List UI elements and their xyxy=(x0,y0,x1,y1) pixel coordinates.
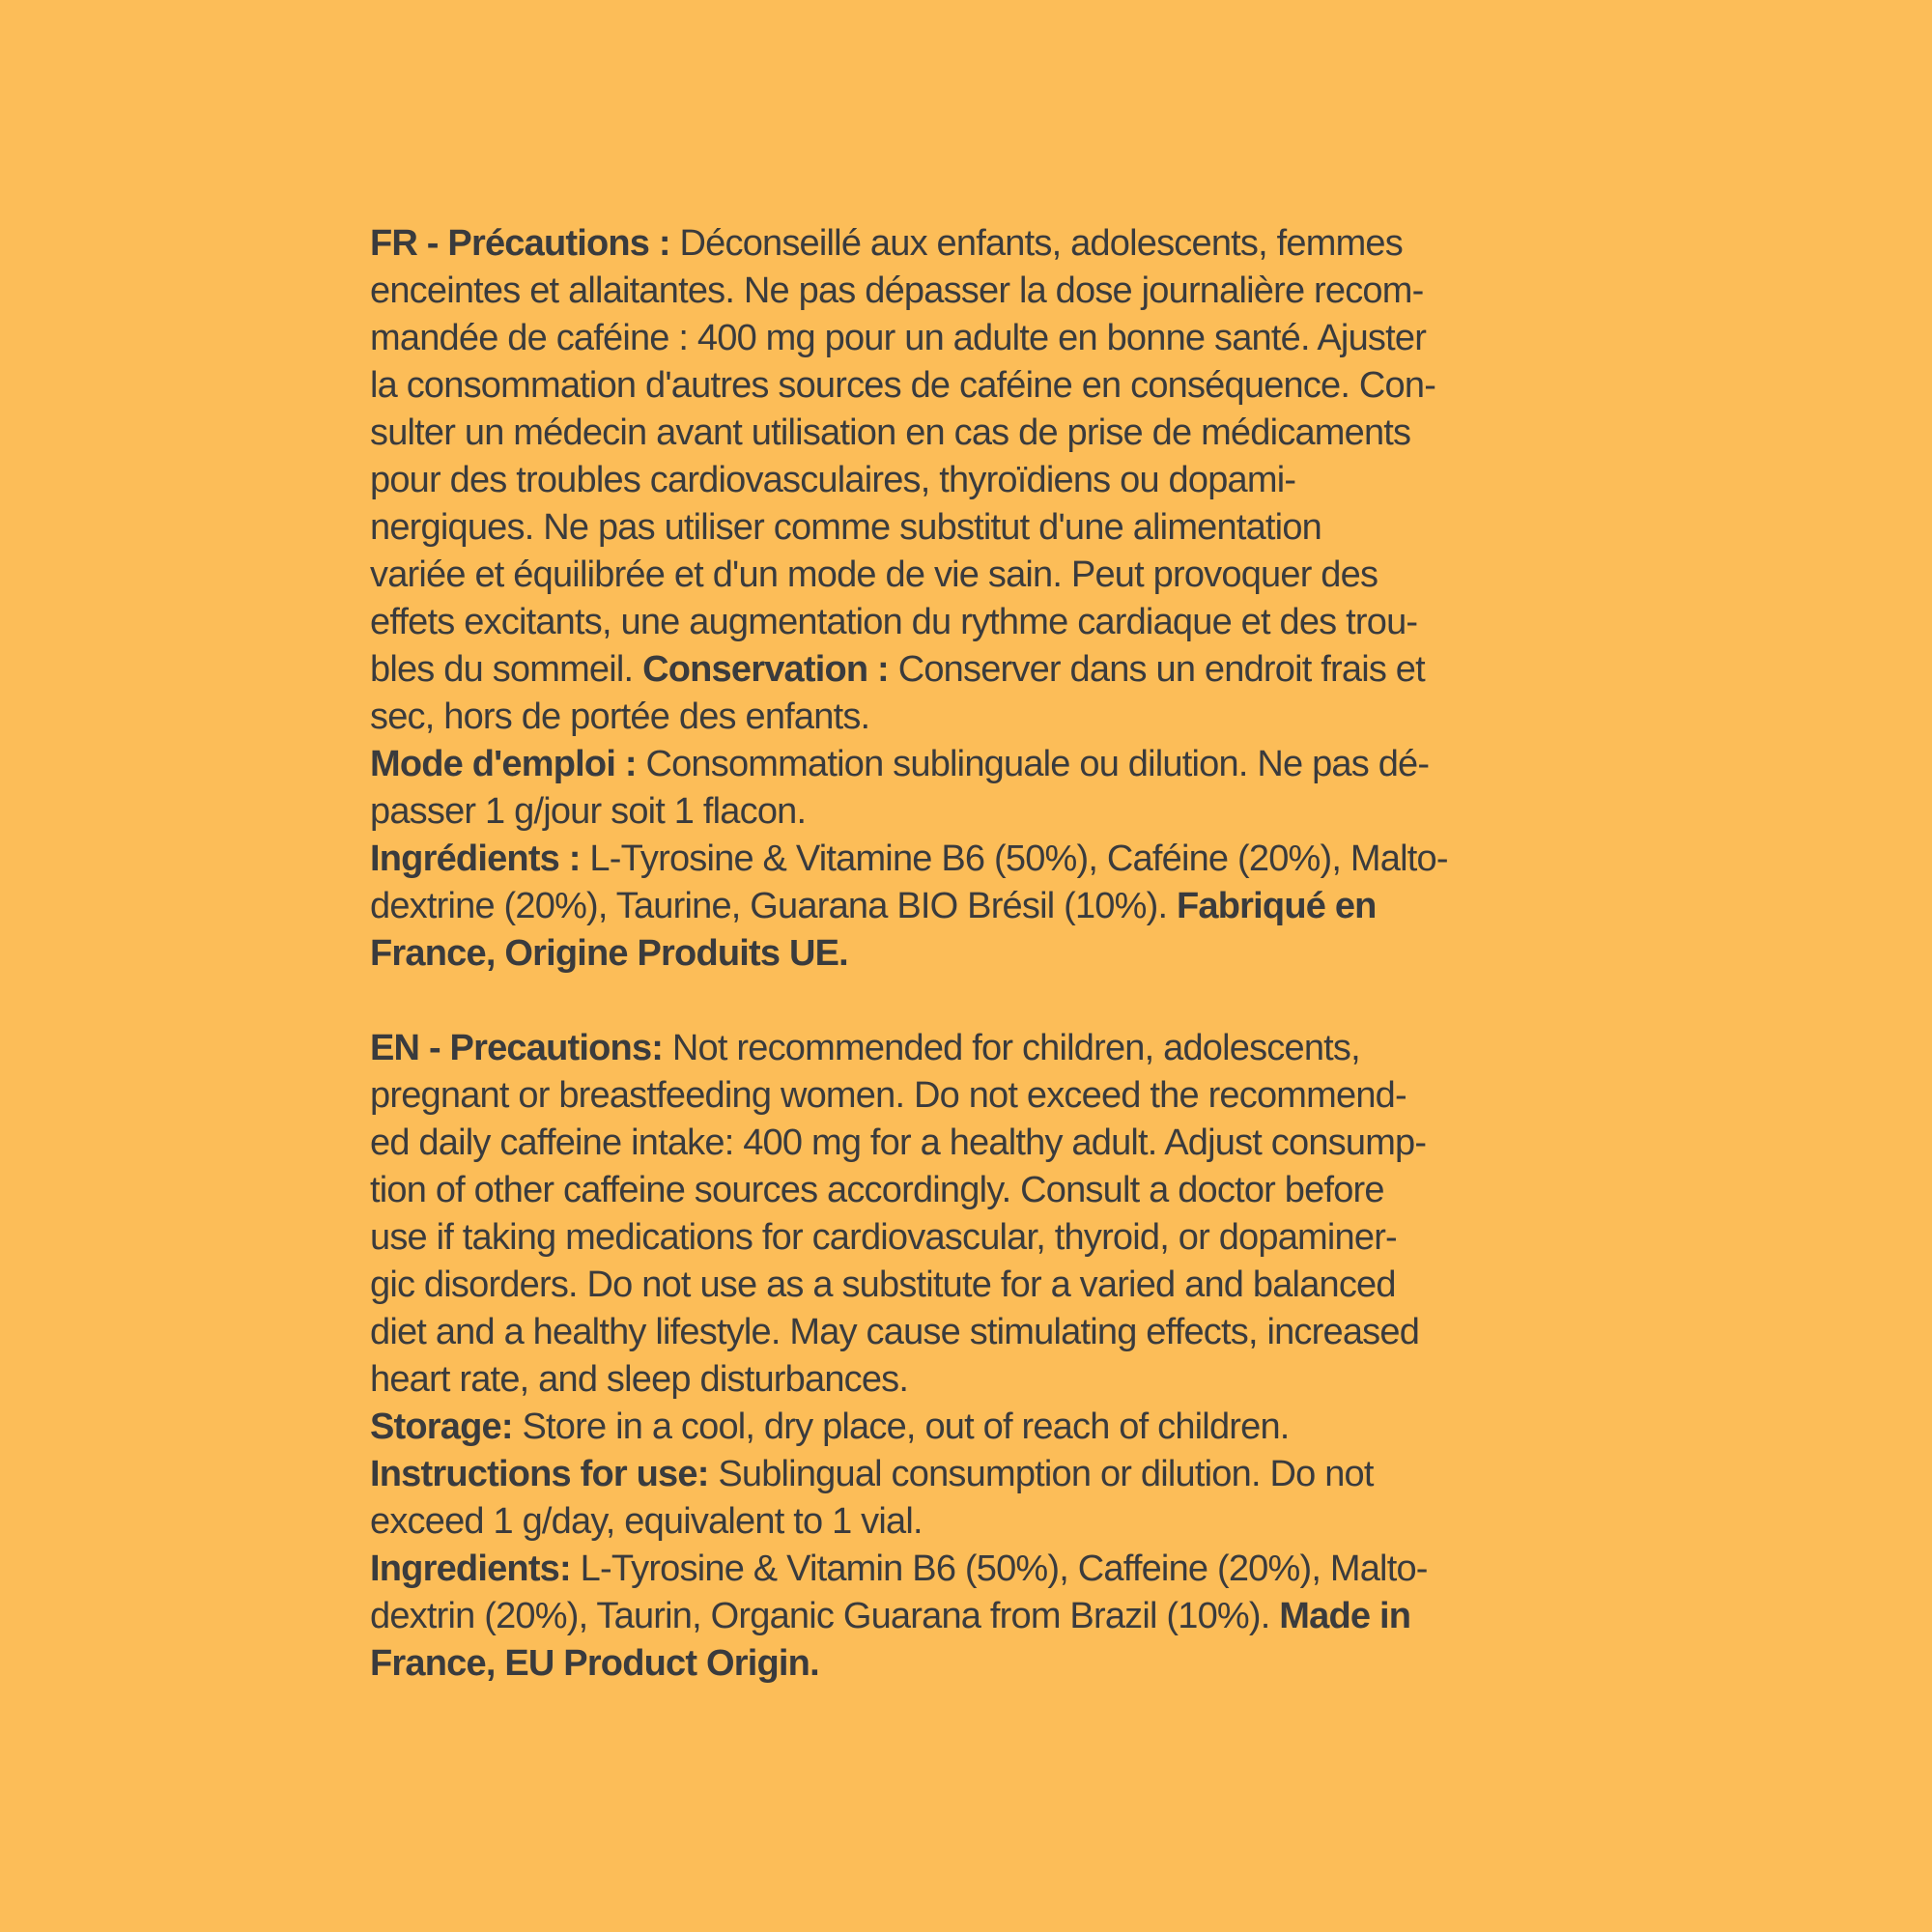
text-segment: ed daily caffeine intake: 400 mg for a healthy adult. Adjust consump- xyxy=(370,1122,1427,1163)
text-segment: Sublingual consumption or dilution. Do not xyxy=(718,1454,1374,1494)
text-segment: Store in a cool, dry place, out of reach of children. xyxy=(522,1406,1290,1447)
text-segment: enceintes et allaitantes. Ne pas dépasser la dose journalière recom- xyxy=(370,270,1424,311)
text-line xyxy=(370,1262,1448,1309)
text-line xyxy=(370,220,1448,268)
text-line xyxy=(370,552,1448,599)
text-line xyxy=(370,930,1448,978)
en-instructions-heading: Instructions for use: xyxy=(370,1454,719,1494)
text-segment: pregnant or breastfeeding women. Do not exceed the recommend- xyxy=(370,1075,1406,1116)
text-segment: nergiques. Ne pas utiliser comme substitut d'une alimentation xyxy=(370,507,1321,548)
text-segment: L-Tyrosine & Vitamin B6 (50%), Caffeine (20%), Malto- xyxy=(580,1548,1428,1589)
text-line xyxy=(370,1498,1448,1546)
fr-precautions-section xyxy=(370,220,1448,978)
fr-made-in-france: Fabriqué en xyxy=(1177,886,1377,926)
text-segment: bles du sommeil. xyxy=(370,649,643,690)
text-line xyxy=(370,883,1448,930)
text-segment: tion of other caffeine sources accordingly. Consult a doctor before xyxy=(370,1170,1384,1210)
text-line xyxy=(370,1546,1448,1593)
text-line xyxy=(370,362,1448,410)
text-segment: Consommation sublinguale ou dilution. Ne pas dé- xyxy=(645,744,1430,784)
text-segment: variée et équilibrée et d'un mode de vie sain. Peut provoquer des xyxy=(370,554,1378,595)
fr-made-in-france: France, Origine Produits UE. xyxy=(370,933,848,974)
text-line xyxy=(370,694,1448,741)
en-precautions-section xyxy=(370,1025,1448,1688)
text-segment: pour des troubles cardiovasculaires, thyroïdiens ou dopami- xyxy=(370,460,1296,500)
text-line xyxy=(370,1025,1448,1072)
fr-mode-emploi-heading: Mode d'emploi : xyxy=(370,744,646,784)
text-line xyxy=(370,457,1448,504)
text-line xyxy=(370,1640,1448,1688)
text-line xyxy=(370,836,1448,883)
en-precautions-heading: EN - Precautions: xyxy=(370,1028,672,1068)
text-line xyxy=(370,1120,1448,1167)
text-segment: passer 1 g/jour soit 1 flacon. xyxy=(370,791,807,832)
text-line xyxy=(370,504,1448,552)
text-line xyxy=(370,1356,1448,1404)
text-segment: exceed 1 g/day, equivalent to 1 vial. xyxy=(370,1501,923,1542)
text-segment: sec, hors de portée des enfants. xyxy=(370,696,870,737)
text-segment: use if taking medications for cardiovascular, thyroid, or dopaminer- xyxy=(370,1217,1397,1258)
en-made-in-france: France, EU Product Origin. xyxy=(370,1643,819,1684)
text-line xyxy=(370,599,1448,646)
text-segment: gic disorders. Do not use as a substitute for a varied and balanced xyxy=(370,1264,1396,1305)
en-made-in-france: Made in xyxy=(1279,1596,1411,1636)
text-line xyxy=(370,788,1448,836)
fr-ingredients-heading: Ingrédients : xyxy=(370,838,590,879)
text-line xyxy=(370,1451,1448,1498)
text-line xyxy=(370,410,1448,457)
text-line xyxy=(370,1593,1448,1640)
product-label-text xyxy=(370,220,1448,1688)
text-segment: Conserver dans un endroit frais et xyxy=(897,649,1425,690)
text-segment: diet and a healthy lifestyle. May cause stimulating effects, increased xyxy=(370,1312,1420,1352)
text-line xyxy=(370,315,1448,362)
text-segment: Déconseillé aux enfants, adolescents, femmes xyxy=(679,223,1403,264)
en-storage-heading: Storage: xyxy=(370,1406,523,1447)
text-line xyxy=(370,1167,1448,1214)
text-line xyxy=(370,646,1448,694)
text-line xyxy=(370,741,1448,788)
text-segment: dextrin (20%), Taurin, Organic Guarana from Brazil (10%). xyxy=(370,1596,1280,1636)
fr-conservation-heading: Conservation : xyxy=(642,649,898,690)
text-segment: mandée de caféine : 400 mg pour un adulte en bonne santé. Ajuster xyxy=(370,318,1427,358)
text-segment: dextrine (20%), Taurine, Guarana BIO Brésil (10%). xyxy=(370,886,1178,926)
en-ingredients-heading: Ingredients: xyxy=(370,1548,581,1589)
text-line xyxy=(370,1072,1448,1120)
text-line xyxy=(370,268,1448,315)
text-segment: la consommation d'autres sources de caféine en conséquence. Con- xyxy=(370,365,1436,406)
text-line xyxy=(370,1404,1448,1451)
text-segment: effets excitants, une augmentation du rythme cardiaque et des trou- xyxy=(370,602,1418,642)
text-segment: Not recommended for children, adolescents, xyxy=(671,1028,1360,1068)
text-segment: heart rate, and sleep disturbances. xyxy=(370,1359,909,1400)
text-line xyxy=(370,1309,1448,1356)
fr-precautions-heading: FR - Précautions : xyxy=(370,223,680,264)
text-segment: sulter un médecin avant utilisation en cas de prise de médicaments xyxy=(370,412,1411,453)
text-segment: L-Tyrosine & Vitamine B6 (50%), Caféine (20%), Malto- xyxy=(589,838,1448,879)
text-line xyxy=(370,1214,1448,1262)
